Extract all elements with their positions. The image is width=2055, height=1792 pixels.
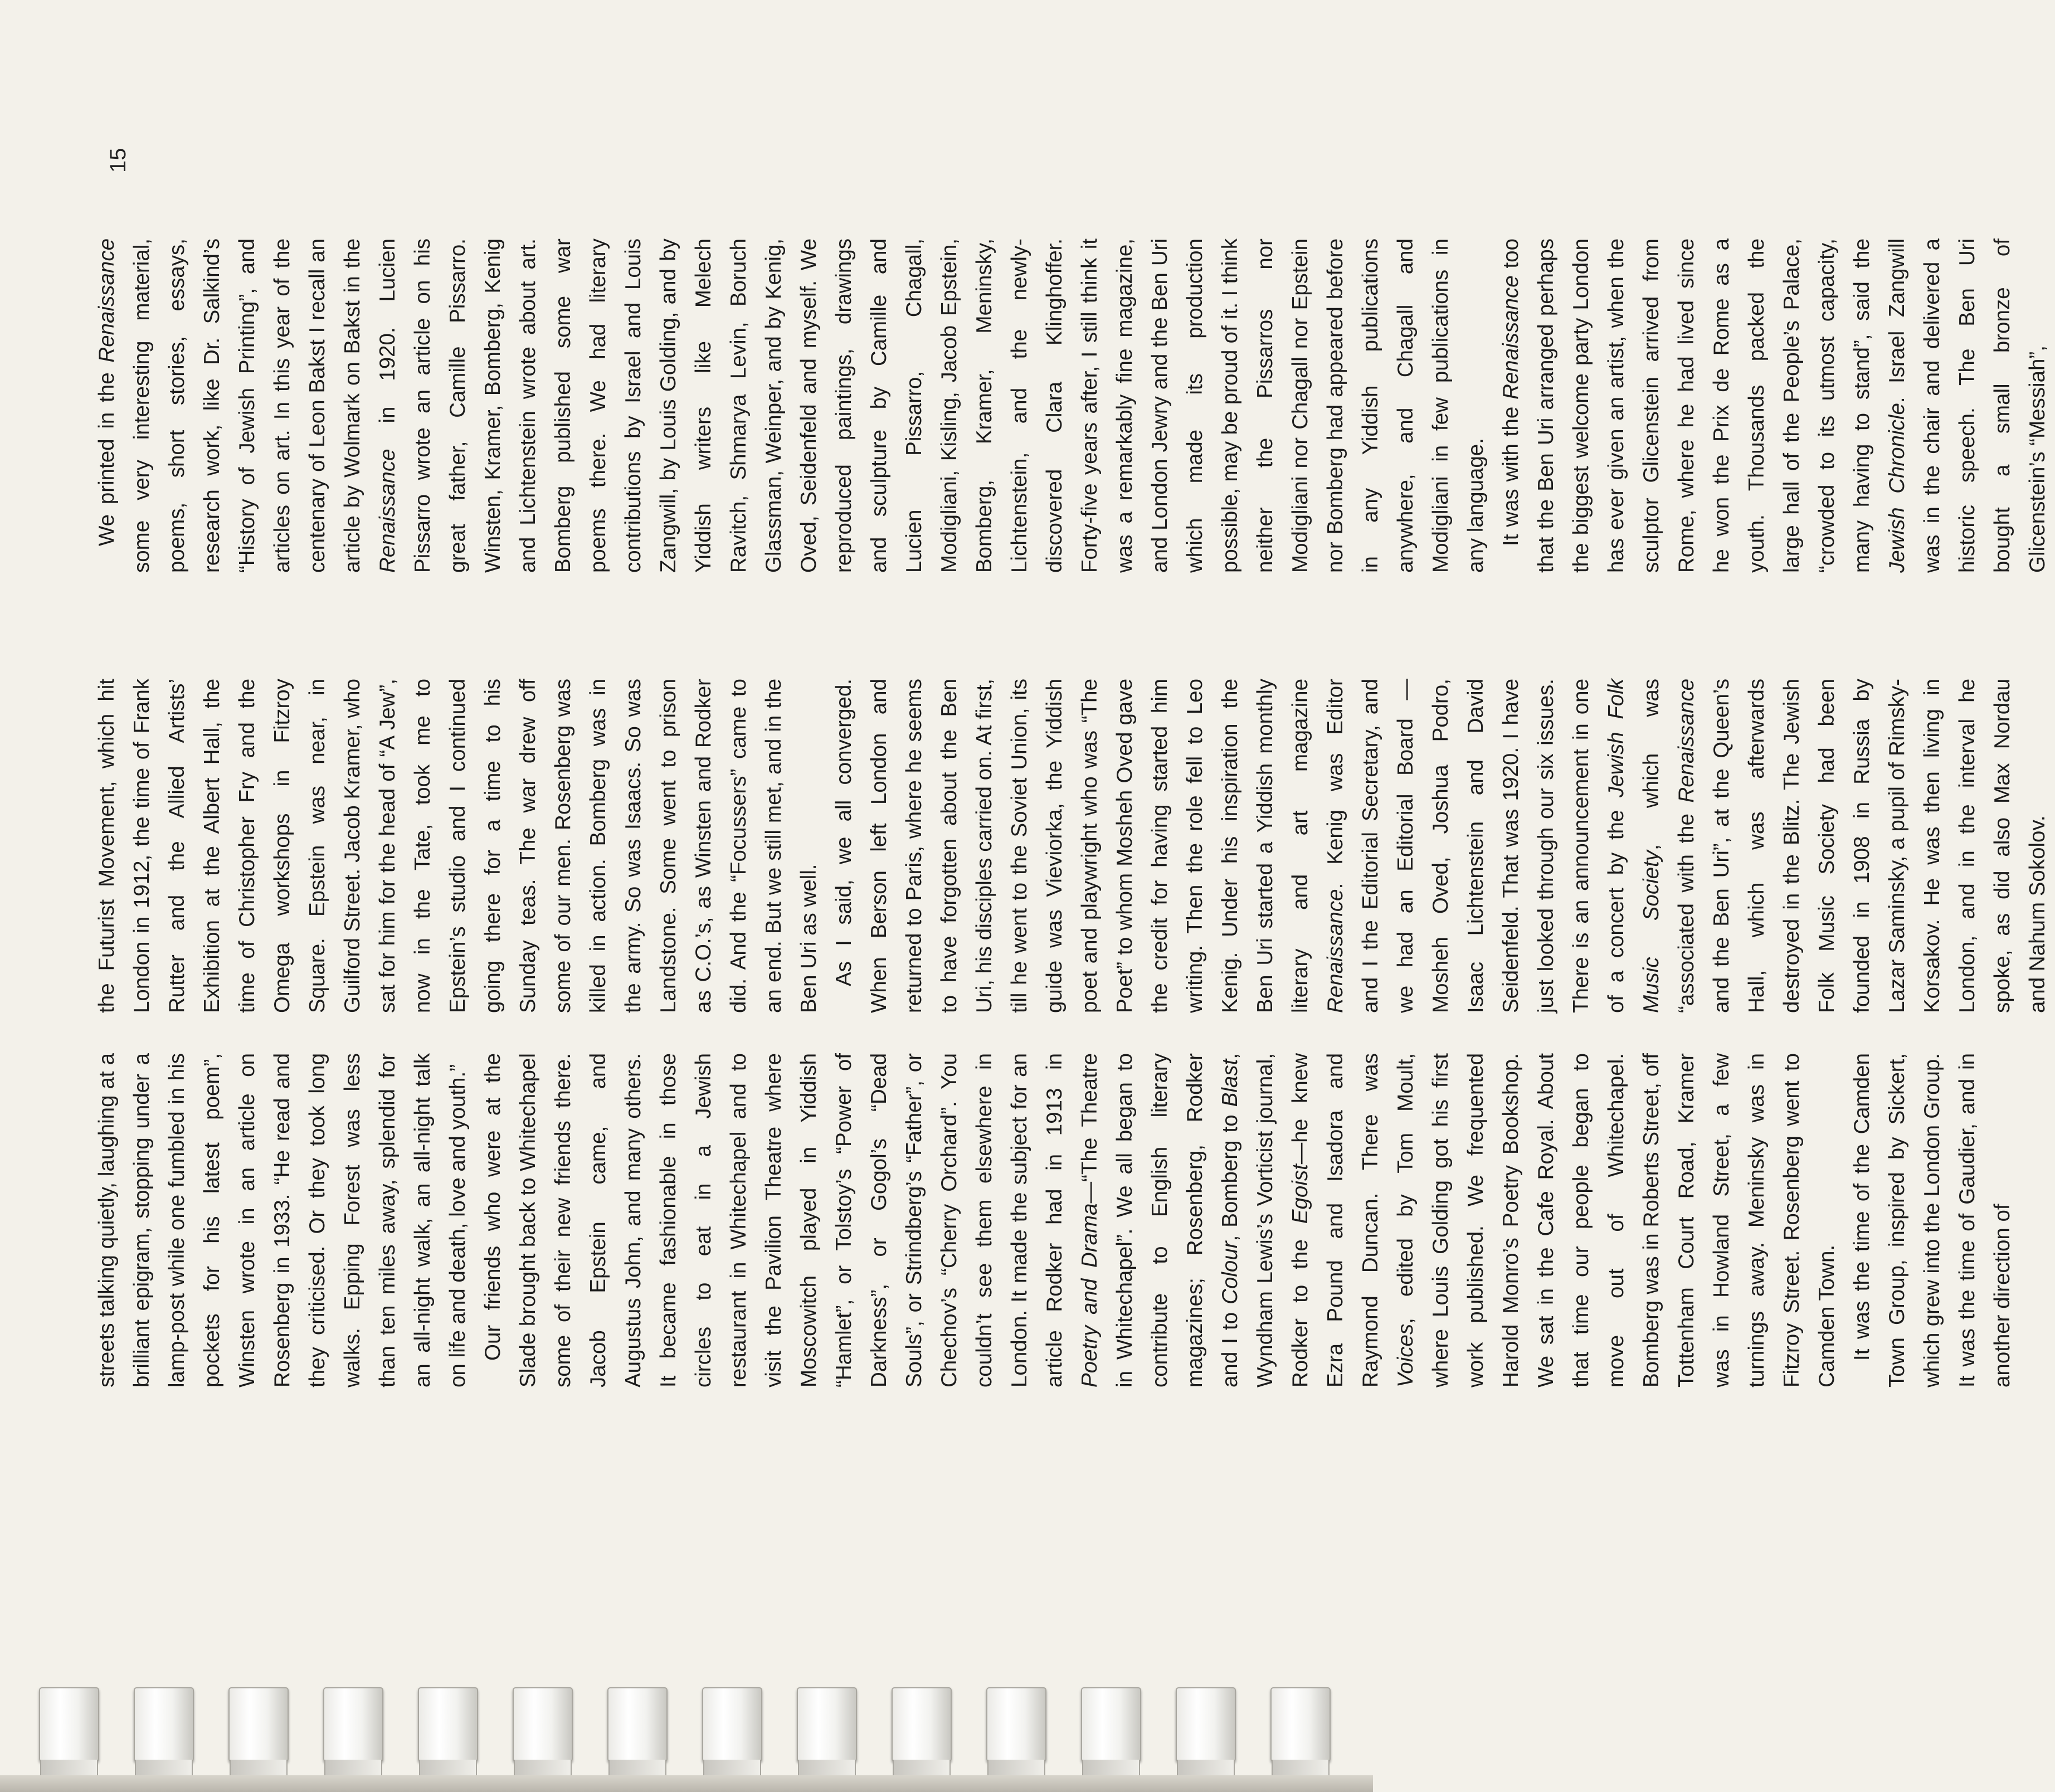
paragraph: As I said, we all converged. When Berson left London and returned to Paris, where he seems to have forgotten about the Ben Uri, his disciples carried on. At first, till he went to the Soviet Union, its guide was Vieviorka, the Yiddish poet and playwright who was “The Poet” to whom Mosheh Oved gave the credit for having started him writing. Then the role fell to Leo Kenig. Under his inspiration the Ben Uri started a Yiddish monthly literary and art magazine Renaissance. Kenig was Editor and I the Editorial Secretary, and we had an Editorial Board —Mosheh Oved, Joshua Podro, Isaac Lichtenstein and David Seidenfeld. That was 1920. I have just looked through our six issues. There is an announcement in one of a concert by the Jewish Folk Music Society, which was “associated with the Renaissance and the Ben Uri”, at the Queen’s Hall, which was afterwards destroyed in the Blitz. The Jewish Folk Music Society had been founded in 1908 in Russia by Lazar Saminsky, a pupil of Rimsky-Korsakov. He was then living in London, and in the interval he spoke, as did also Max Nordau and Nahum Sokolov. [832, 679, 2049, 1013]
italic-title: Egoist [1288, 1164, 1312, 1224]
text-column-3 [89, 238, 2049, 573]
italic-title: Renaissance [1674, 679, 1698, 803]
binding-ring [323, 1687, 383, 1762]
text-column-2 [89, 679, 2049, 1013]
italic-title: Voices [1394, 1323, 1418, 1387]
page-number: 15 [106, 148, 130, 173]
rotated-page-content [89, 17, 2049, 1387]
spiral-binding [0, 1682, 1373, 1776]
paragraph: It was with the Renaissance too that the Ben Uri arranged perhaps the biggest welcome party London has ever given an artist, when the sculptor Glicenstein arrived from Rome, where he had lived since he won the Prix de Rome as a youth. Thousands packed the large hall of the People’s Palace, “crowded to its utmost capacity, many having to stand”, said the Jewish Chronicle. Israel Zangwill was in the chair and delivered a historic speech. The Ben Uri bought a small bronze of Glicenstein’s “Messiah”, [1499, 238, 2049, 573]
italic-title: Blast [1218, 1059, 1242, 1107]
italic-title: Colour [1218, 1241, 1242, 1304]
italic-title: Poetry and Drama [1078, 1203, 1102, 1387]
paragraph: Our friends who were at the Slade brought back to Whitechapel some of their new friends there. Jacob Epstein came, and Augustus John, and many others. It became fashionable in those circles to eat in a Jewish restaurant in Whitechapel and to visit the Pavilion Theatre where Moscowitch played in Yiddish “Hamlet”, or Tolstoy’s “Power of Darkness”, or Gogol’s “Dead Souls”, or Strindberg’s “Father”, or Chechov’s “Cherry Orchard”. You couldn’t see them elsewhere in London. It made the subject for an article Rodker had in 1913 in Poetry and Drama—“The Theatre in Whitechapel”. We all began to contribute to English literary magazines; Rosenberg, Rodker and I to Colour, Bomberg to Blast, Wyndham Lewis’s Vorticist journal, Rodker to the Egoist—he knew Ezra Pound and Isadora and Raymond Duncan. There was Voices, edited by Tom Moult, where Louis Golding got his first work published. We frequented Harold Monro’s Poetry Bookshop. We sat in the Cafe Royal. About that time our people began to move out of Whitechapel. Bomberg was in Roberts Street, off Tottenham Court Road, Kramer was in Howland Street, a few turnings away. Meninsky was in Fitzroy Street. Rosenberg went to Camden Town. [481, 1053, 1839, 1387]
binding-ring [39, 1687, 99, 1762]
paragraph: streets talking quietly, laughing at a brilliant epigram, stopping under a lamp-post while one fumbled in his pockets for his latest poem”, Winsten wrote in an article on Rosenberg in 1933. “He read and they criticised. Or they took long walks. Epping Forest was less than ten miles away, splendid for an all-night walk, an all-night talk on life and death, love and youth.” [95, 1053, 470, 1387]
scan-edge [0, 1775, 1373, 1792]
paragraph: the Futurist Movement, which hit London in 1912, the time of Frank Rutter and the Allied Artists’ Exhibition at the Albert Hall, the time of Christopher Fry and the Omega workshops in Fitzroy Square. Epstein was near, in Guilford Street. Jacob Kramer, who sat for him for the head of “A Jew”, now in the Tate, took me to Epstein’s studio and I continued going there for a time to his Sunday teas. The war drew off some of our men. Rosenberg was killed in action. Bomberg was in the army. So was Isaacs. So was Landstone. Some went to prison as C.O.’s, as Winsten and Rodker did. And the “Focussers” came to an end. But we still met, and in the Ben Uri as well. [95, 679, 821, 1013]
binding-ring [892, 1687, 952, 1762]
binding-ring [418, 1687, 478, 1762]
binding-ring [1270, 1687, 1331, 1762]
binding-ring [1176, 1687, 1236, 1762]
text-column-1 [89, 1053, 2014, 1387]
binding-ring [513, 1687, 573, 1762]
paragraph: We printed in the Renaissance some very interesting material, poems, short stories, essays, research work, like Dr. Salkind’s “History of Jewish Printing”, and articles on art. In this year of the centenary of Leon Bakst I recall an article by Wolmark on Bakst in the Renaissance in 1920. Lucien Pissarro wrote an article on his great father, Camille Pissarro. Winsten, Kramer, Bomberg, Kenig and Lichtenstein wrote about art. Bomberg published some war poems there. We had literary contributions by Israel and Louis Zangwill, by Louis Golding, and by Yiddish writers like Melech Ravitch, Shmarya Levin, Boruch Glassman, Weinper, and by Kenig, Oved, Seidenfeld and myself. We reproduced paintings, drawings and sculpture by Camille and Lucien Pissarro, Chagall, Modigliani, Kisling, Jacob Epstein, Bomberg, Kramer, Meninsky, Lichtenstein, and the newly-discovered Clara Klinghoffer. Forty-five years after, I still think it was a remarkably fine magazine, and London Jewry and the Ben Uri which made its production possible, may be proud of it. I think neither the Pissarros nor Modigliani nor Chagall nor Epstein nor Bomberg had appeared before in any Yiddish publications anywhere, and Chagall and Modigliani in few publications in any language. [95, 238, 1488, 573]
italic-title: Renaissance [1323, 889, 1347, 1013]
italic-title: Renaissance [1499, 275, 1523, 400]
binding-ring [702, 1687, 762, 1762]
italic-title: Jewish Chronicle [1885, 403, 1909, 573]
binding-ring [986, 1687, 1046, 1762]
italic-title: Jewish Folk Music Society [1604, 679, 1663, 1013]
binding-ring [1081, 1687, 1141, 1762]
binding-ring [607, 1687, 668, 1762]
binding-ring [134, 1687, 194, 1762]
binding-ring [797, 1687, 857, 1762]
italic-title: Renaissance [95, 238, 119, 363]
paragraph: It was the time of the Camden Town Group, inspired by Sickert, which grew into the London Group. It was the time of Gaudier, and in another direction of [1850, 1053, 2014, 1387]
italic-title: Renaissance [376, 449, 400, 573]
binding-ring [228, 1687, 289, 1762]
